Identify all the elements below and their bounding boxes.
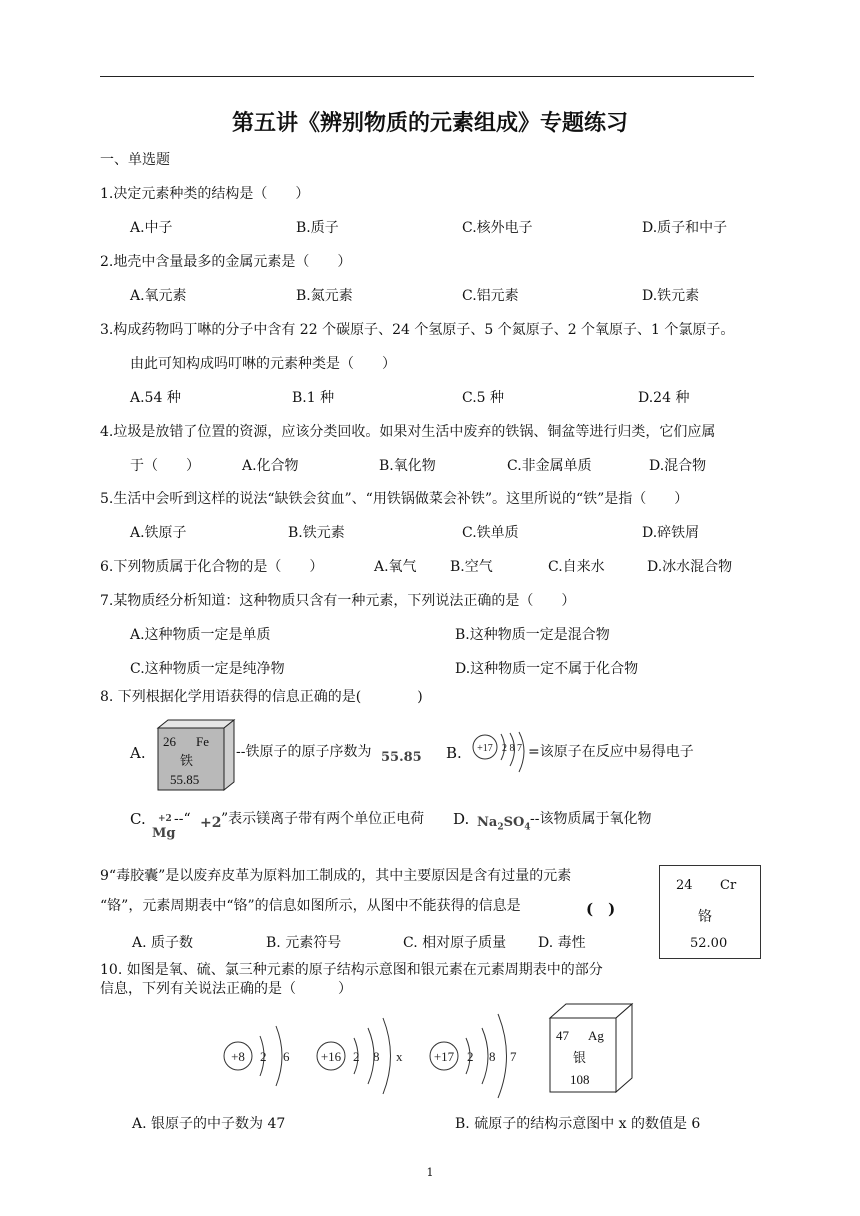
sulfur-structure-diagram [317,1018,403,1094]
svg-text:8: 8 [489,1049,496,1064]
iron-element-cube [152,718,236,792]
q4-option-b[interactable]: B.氧化物 [379,458,436,474]
q3-option-a[interactable]: A.54 种 [130,390,181,406]
svg-text:+8: +8 [231,1049,245,1064]
oxygen-structure-diagram [224,1026,290,1086]
q8-option-a-text: --铁原子的原子序数为 [236,744,372,760]
q5-option-d[interactable]: D.碎铁屑 [642,525,700,541]
question-3-stem-line2: 由此可知构成吗叮啉的元素种类是（ ） [130,356,396,372]
q1-option-b[interactable]: B.质子 [296,220,339,236]
q3-option-c[interactable]: C.5 种 [462,390,505,406]
q7-option-c[interactable]: C.这种物质一定是纯净物 [130,661,285,677]
q3-option-d[interactable]: D.24 种 [638,390,690,406]
q9-option-a[interactable]: A. 质子数 [132,935,194,951]
q6-option-b[interactable]: B.空气 [450,559,493,575]
question-6-stem: 6.下列物质属于化合物的是（ ） [100,559,324,575]
svg-text:2: 2 [260,1049,267,1064]
q1-option-d[interactable]: D.质子和中子 [642,220,728,236]
small-shell-electrons: 2 8 7 [502,743,522,754]
svg-text:8: 8 [373,1049,380,1064]
question-9-stem: 9“毒胶囊”是以废弃皮革为原料加工制成的，其中主要原因是含有过量的元素 [100,868,572,884]
q5-option-c[interactable]: C.铁单质 [462,525,519,541]
mg-valence: +2 [158,814,172,824]
q2-option-b[interactable]: B.氮元素 [296,288,353,304]
iron-symbol: Fe [196,734,209,749]
q10-option-a[interactable]: A. 银原子的中子数为 47 [132,1116,286,1132]
q8-option-b-label[interactable]: B. [446,744,462,762]
chromium-symbol: Cr [720,878,737,893]
question-4-stem: 4.垃圾是放错了位置的资源，应该分类回收。如果对生活中废弃的铁锅、铜盆等进行归类，它们应属 [100,424,716,440]
q4-option-c[interactable]: C.非金属单质 [507,458,592,474]
svg-text:+16: +16 [320,1049,342,1064]
sodium-sulfate-formula: $Na_2SO_4$ [477,815,531,833]
chlorine-structure-diagram [430,1014,517,1098]
small-nucleus-charge: +17 [477,743,493,754]
question-10-stem: 10. 如图是氧、硫、氯三种元素的原子结构示意图和银元素在元素周期表中的部分 [100,962,603,978]
atomic-structure-diagrams [220,1010,540,1102]
silver-atomic-number: 47 [556,1028,569,1043]
q5-option-a[interactable]: A.铁原子 [130,525,187,541]
question-7-stem: 7.某物质经分析知道：这种物质只含有一种元素，下列说法正确的是（ ） [100,593,576,609]
page-number: 1 [426,1166,434,1179]
q4-option-d[interactable]: D.混合物 [649,458,707,474]
svg-text:x: x [396,1049,403,1064]
q4-option-a[interactable]: A.化合物 [242,458,299,474]
q5-option-b[interactable]: B.铁元素 [288,525,345,541]
silver-element-cube [544,1000,636,1096]
header-rule [100,76,754,77]
silver-name: 银 [573,1050,587,1065]
question-1-stem: 1.决定元素种类的结构是（ ） [100,186,310,202]
chromium-mass: 52.00 [690,936,728,951]
q2-option-c[interactable]: C.铝元素 [462,288,519,304]
svg-text:6: 6 [283,1049,290,1064]
q7-option-a[interactable]: A.这种物质一定是单质 [130,627,271,643]
q7-option-b[interactable]: B.这种物质一定是混合物 [455,627,610,643]
question-9-stem-line2: “铬”，元素周期表中“铬”的信息如图所示，从图中不能获得的信息是 [100,898,521,914]
chromium-element-card [659,865,761,959]
question-2-stem: 2.地壳中含量最多的金属元素是（ ） [100,254,352,270]
q9-option-b[interactable]: B. 元素符号 [266,935,342,951]
q8-option-c-plus: +2 [200,815,222,831]
q10-option-b[interactable]: B. 硫原子的结构示意图中 x 的数值是 6 [455,1116,701,1132]
q8-option-c-text-1: --“ [174,811,191,827]
chromium-name: 铬 [698,909,712,925]
svg-text:2: 2 [467,1049,474,1064]
svg-text:2: 2 [353,1049,360,1064]
q6-option-d[interactable]: D.冰水混合物 [647,559,733,575]
mg-symbol: Mg [152,826,176,841]
q8-option-b-text: =该原子在反应中易得电子 [528,744,694,760]
section-heading: 一、单选题 [100,152,170,168]
q8-option-c-text-2: ”表示镁离子带有两个单位正电荷 [221,811,425,827]
q2-option-d[interactable]: D.铁元素 [642,288,700,304]
iron-atomic-number: 26 [163,734,176,749]
q8-option-d-label[interactable]: D. [453,810,470,828]
q2-option-a[interactable]: A.氧元素 [130,288,187,304]
question-5-stem: 5.生活中会听到这样的说法“缺铁会贫血”、“用铁锅做菜会补铁”。这里所说的“铁”是指（ ） [100,491,689,507]
silver-mass: 108 [570,1072,590,1087]
svg-text:7: 7 [510,1049,517,1064]
q3-option-b[interactable]: B.1 种 [292,390,335,406]
q8-option-a-value: 55.85 [381,750,422,765]
svg-text:+17: +17 [433,1049,455,1064]
page-title: 第五讲《辨别物质的元素组成》专题练习 [231,110,628,136]
q6-option-a[interactable]: A.氧气 [374,559,417,575]
q1-option-c[interactable]: C.核外电子 [462,220,533,236]
q7-option-d[interactable]: D.这种物质一定不属于化合物 [455,661,639,677]
q6-option-c[interactable]: C.自来水 [548,559,605,575]
iron-mass: 55.85 [170,772,200,787]
question-4-stem-line2: 于（ ） [130,458,200,474]
q8-option-d-text: --该物质属于氧化物 [530,811,652,827]
q9-option-c[interactable]: C. 相对原子质量 [403,935,507,951]
question-8-stem: 8. 下列根据化学用语获得的信息正确的是( ) [100,689,423,705]
question-3-stem: 3.构成药物吗丁啉的分子中含有 22 个碳原子、24 个氢原子、5 个氮原子、2 个氧原子、1 个氯原子。 [100,322,735,338]
q8-option-c-label[interactable]: C. [130,810,146,828]
chromium-atomic-number: 24 [676,878,693,893]
iron-name: 铁 [180,753,194,768]
q9-option-d[interactable]: D. 毒性 [538,935,586,951]
q9-answer-paren: ( ) [586,900,616,918]
silver-symbol: Ag [588,1028,604,1043]
q8-option-a-label[interactable]: A. [130,744,146,762]
question-10-stem-line2: 信息，下列有关说法正确的是（ ） [100,981,352,997]
q1-option-a[interactable]: A.中子 [130,220,173,236]
